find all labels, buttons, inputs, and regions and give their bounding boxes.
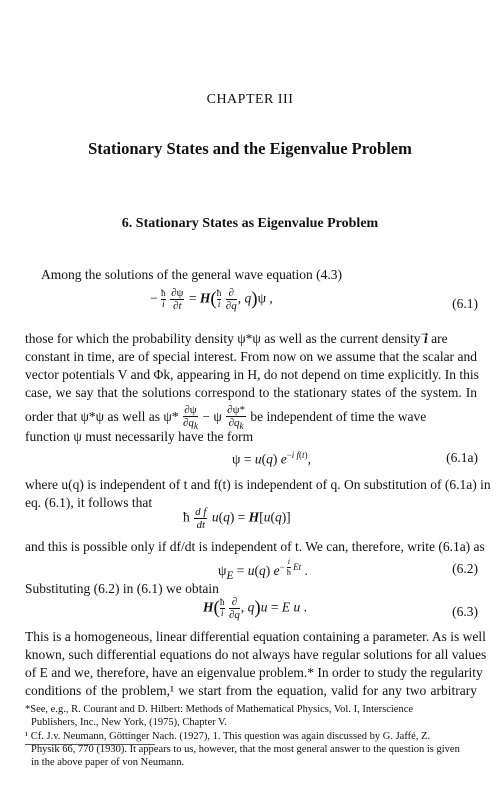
text-line: vector potentials V and Φk, appearing in H, do not depend on time explicitly. In this [25,367,479,382]
equation-number-6-3: (6.3) [452,604,478,619]
equation-6-1: − $\frac{ħ}{i}$ $\frac{\partial\psi}{\partial t}$ = H( $\frac{ħ}{i}$ $\frac{\partial}{\partial q}$ , q)ψ , [150,287,273,312]
text-line: Substituting (6.2) in (6.1) we obtain [25,581,219,596]
text-line: conditions of the problem,¹ we start from the equation, valid for any two arbitrary [25,683,477,698]
equation-unnumbered: ħ $\frac{\text{d f}}{dt}$ u(q) = H[u(q)] [183,506,291,531]
text-line: known, such differential equations do not always have regular solutions for all values [25,647,487,662]
text-line: This is a homogeneous, linear differential equation containing a parameter. As is well [25,629,486,644]
footnote-2-cont: in the above paper of von Neumann. [31,757,185,768]
equation-number-6-1: (6.1) [452,296,478,311]
equation-number-6-2: (6.2) [452,561,478,576]
equation-number-6-1a: (6.1a) [446,450,478,465]
chapter-heading: CHAPTER III [206,92,294,107]
text-line: of E and we, therefore, have an eigenvalue problem.* In order to study the regularity [25,665,483,680]
text-line: constant in time, are of special interest. From now on we assume that the scalar and [25,349,477,364]
text-line: order that ψ*ψ as well as ψ* $\frac{\partial\psi}{\partial q_k}$ − ψ $\frac{\partial\psi*}{\partial q_k}$ be independent of time the wave [25,404,427,432]
text-line: case, we say that the solutions correspond to the stationary states of the system. In [25,385,477,400]
text-line: and this is possible only if df/dt is independent of t. We can, therefore, write (6.1a) as [25,539,485,554]
chapter-title: Stationary States and the Eigenvalue Problem [88,139,412,158]
text-line: eq. (6.1), it follows that [25,495,153,510]
section-heading: 6. Stationary States as Eigenvalue Problem [121,216,379,231]
footnote-2-cont: Physik 66, 770 (1930). It appears to us, however, that the most general answer to the question is given [31,744,460,755]
text-line: where u(q) is independent of t and f(t) is independent of q. On substitution of (6.1a) in [25,477,491,492]
text-line: function ψ must necessarily have the form [25,429,254,444]
footnote-1: *See, e.g., R. Courant and D. Hilbert: Methods of Mathematical Physics, Vol. I, Interscience [25,704,414,715]
paragraph-intro: Among the solutions of the general wave equation (4.3) [41,267,343,282]
equation-6-2: $\psi_E = u(q)$ $e^{- \frac{i}{ħ} Et}$ . [218,557,308,582]
footnote-2: ¹ Cf. J.v. Neumann, Göttinger Nach. (1927), 1. This question was again discussed by G. Jaffé, Z. [25,731,431,742]
equation-6-1a: ψ = u(q) $e^{-i f(t)}$, [232,450,311,467]
equation-6-3: H( $\frac{ħ}{i}$ $\frac{\partial}{\partial q}$ , q)u = E u . [203,596,307,621]
text-line: those for which the probability density ψ*ψ as well as the current density i⃗ are [25,331,448,346]
footnote-1-cont: Publishers, Inc., New York, (1975), Chapter V. [31,717,227,728]
